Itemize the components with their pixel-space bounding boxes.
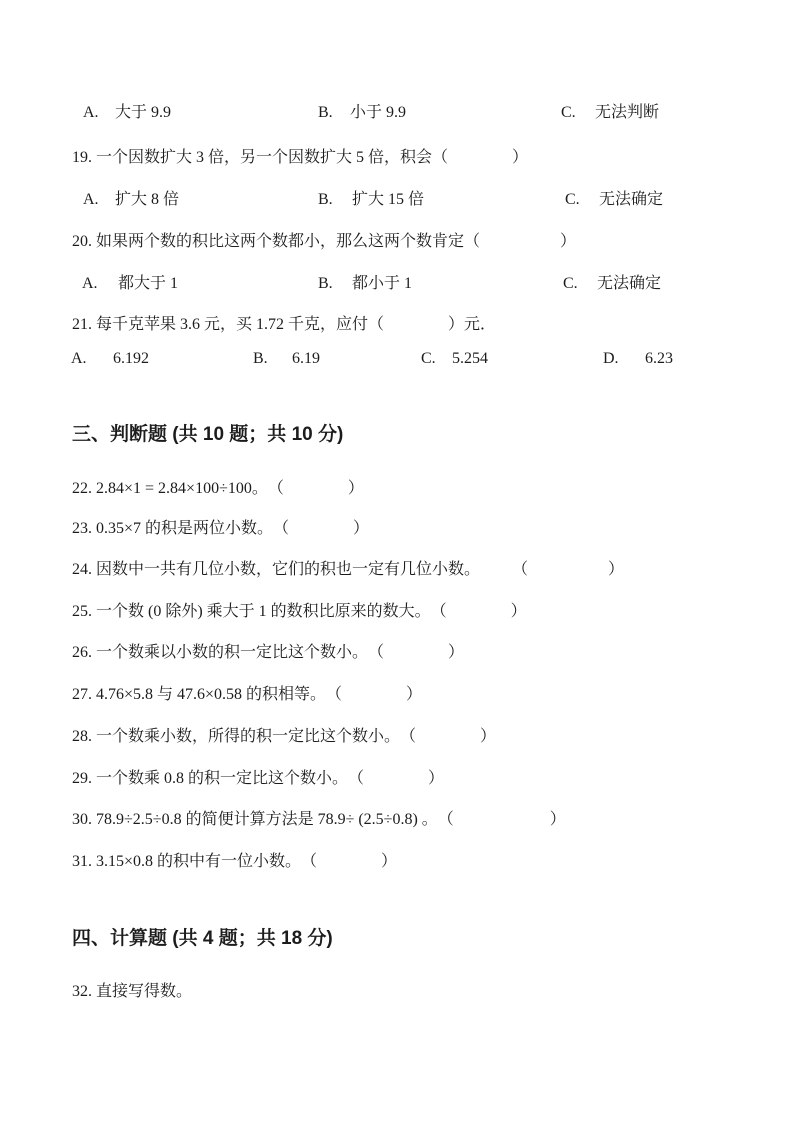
option-18-c-text: 无法判断 [595,104,660,121]
option-18-a-label: A. [83,104,99,121]
option-21-b-label: B. [253,350,268,367]
question-21-options-row [0,348,793,369]
judgment-question-26: 26. 一个数乘以小数的积一定比这个数小。 （ ） [72,644,465,661]
judgment-question-23: 23. 0.35×7 的积是两位小数。 （ ） [72,520,370,537]
option-21-b-text: 6.19 [292,350,320,367]
option-21-d-label: D. [603,350,619,367]
option-18-b-label: B. [318,104,333,121]
question-19-options-row [0,189,793,210]
section-4-title: 四、计算题 (共 4 题；共 18 分) [72,928,333,949]
option-19-b-text: 扩大 15 倍 [352,191,425,208]
question-21-text: 21. 每千克苹果 3.6 元，买 1.72 千克，应付（ ）元． [72,316,497,333]
option-19-c-label: C. [565,191,580,208]
option-21-c-label: C. [421,350,436,367]
question-18-options-row [0,102,793,123]
option-19-b-label: B. [318,191,333,208]
judgment-question-30: 30. 78.9÷2.5÷0.8 的简便计算方法是 78.9÷ (2.5÷0.8) 。 （ ） [72,811,566,828]
judgment-question-28: 28. 一个数乘小数，所得的积一定比这个数小。 （ ） [72,728,497,745]
option-19-a-text: 扩大 8 倍 [115,191,180,208]
option-18-b-text: 小于 9.9 [350,104,407,121]
option-18-a-text: 大于 9.9 [115,104,172,121]
judgment-question-25: 25. 一个数 (0 除外) 乘大于 1 的数积比原来的数大。 （ ） [72,603,527,620]
option-21-a-text: 6.192 [113,350,149,367]
judgment-question-22: 22. 2.84×1 = 2.84×100÷100。 （ ） [72,480,364,497]
option-21-a-label: A. [71,350,87,367]
option-20-a-label: A. [82,275,98,292]
option-20-a-text: 都大于 1 [118,275,179,292]
option-21-d-text: 6.23 [645,350,673,367]
option-20-c-label: C. [563,275,578,292]
section-3-title: 三、判断题 (共 10 题；共 10 分) [72,424,344,445]
option-19-c-text: 无法确定 [599,191,664,208]
question-32-text: 32. 直接写得数。 [72,983,193,1000]
option-18-c-label: C. [561,104,576,121]
question-20-text: 20. 如果两个数的积比这两个数都小，那么这两个数肯定（ ） [72,233,577,250]
judgment-question-31: 31. 3.15×0.8 的积中有一位小数。 （ ） [72,853,398,870]
option-19-a-label: A. [83,191,99,208]
question-20-options-row [0,273,793,294]
option-20-b-text: 都小于 1 [352,275,413,292]
judgment-question-29: 29. 一个数乘 0.8 的积一定比这个数小。 （ ） [72,770,445,787]
option-20-b-label: B. [318,275,333,292]
option-21-c-text: 5.254 [452,350,488,367]
judgment-question-24: 24. 因数中一共有几位小数，它们的积也一定有几位小数。 （ ） [72,561,625,578]
judgment-question-27: 27. 4.76×5.8 与 47.6×0.58 的积相等。 （ ） [72,686,423,703]
question-19-text: 19. 一个因数扩大 3 倍，另一个因数扩大 5 倍，积会（ ） [72,149,529,166]
option-20-c-text: 无法确定 [597,275,662,292]
